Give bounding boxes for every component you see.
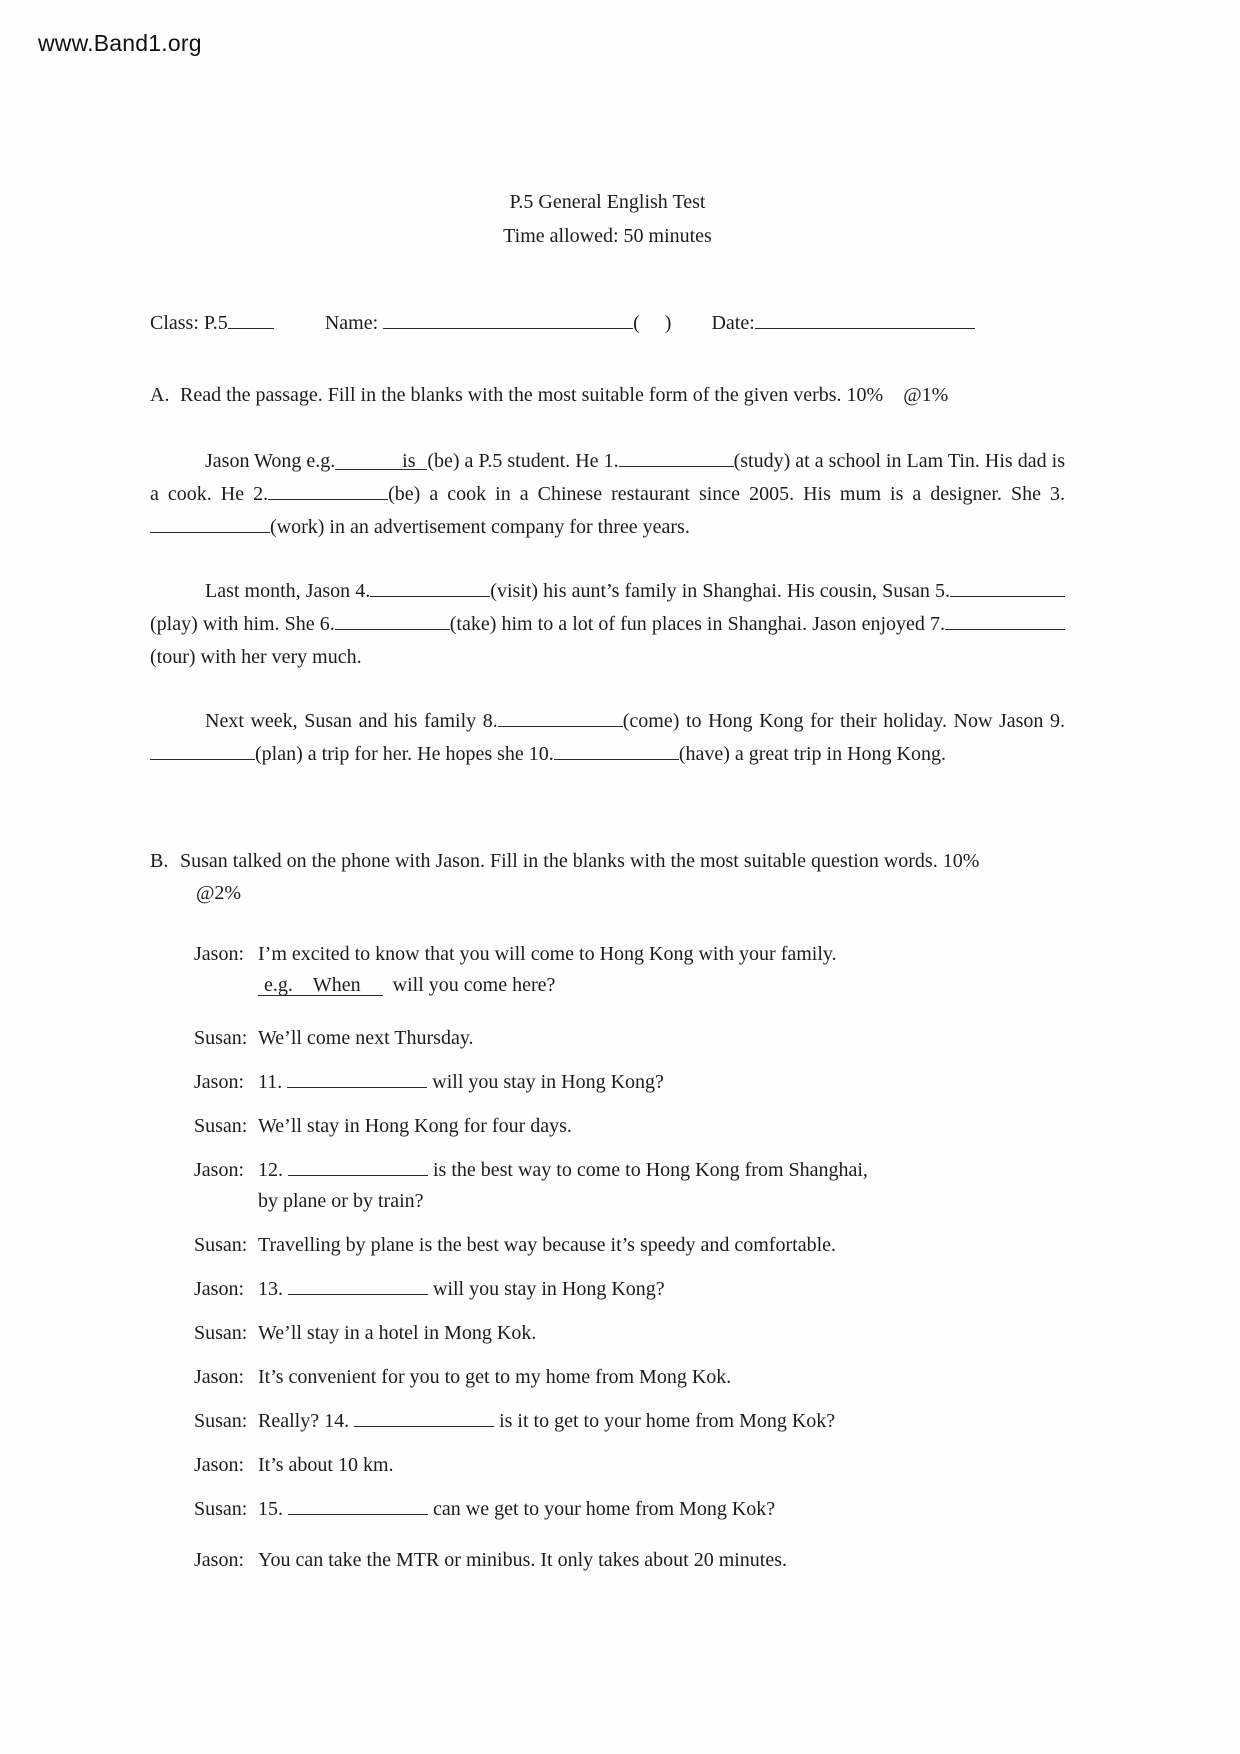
utterance: Really? 14. is it to get to your home from Mong Kok? <box>258 1406 1065 1437</box>
speaker-label: Jason: <box>194 1366 244 1388</box>
answer-blank-13 <box>288 1275 428 1295</box>
utterance: 12. is the best way to come to Hong Kong from Shanghai, by plane or by train? <box>258 1155 1065 1217</box>
answer-blank-7 <box>945 610 1065 630</box>
utterance: 15. can we get to your home from Mong Kok? <box>258 1494 1065 1525</box>
utterance: We’ll come next Thursday. <box>258 1027 474 1049</box>
class-label: Class: P.5 <box>150 312 228 334</box>
watermark: www.Band1.org <box>38 30 202 56</box>
utterance: It’s convenient for you to get to my home from Mong Kok. <box>258 1366 732 1388</box>
date-blank <box>755 309 975 329</box>
example-answer-line: e.g. When will you come here? <box>258 970 1065 1001</box>
dialogue-row <box>194 1450 1065 1481</box>
answer-blank-14 <box>354 1407 494 1427</box>
dialogue-row <box>194 1494 1065 1525</box>
speaker-label: Jason: <box>194 1278 244 1300</box>
speaker-label: Susan: <box>194 1234 248 1256</box>
section-b-marks: @2% <box>196 882 242 904</box>
section-b-instruction: Susan talked on the phone with Jason. Fill in the blanks with the most suitable question words. 10% @2% <box>180 845 1065 909</box>
answer-blank-5 <box>950 577 1065 597</box>
utterance: Travelling by plane is the best way because it’s speedy and comfortable. <box>258 1234 836 1256</box>
section-a-instruction: Read the passage. Fill in the blanks with the most suitable form of the given verbs. 10% @1% <box>180 384 949 406</box>
time-allowed: Time allowed: 50 minutes <box>503 225 712 247</box>
speaker-label: Jason: <box>194 1454 244 1476</box>
passage-paragraph-1: Jason Wong e.g. is (be) a P.5 student. He 1. (study) at a school in Lam Tin. His dad is a cook. He 2. (be) a cook in a Chinese restaurant since 2005. His mum is a designer. She 3.(work) in an advertisement company for three years. <box>150 445 1065 544</box>
class-field <box>150 309 274 335</box>
dialogue-row <box>194 1230 1065 1261</box>
speaker-label: Susan: <box>194 1322 248 1344</box>
dialogue-row <box>194 1362 1065 1393</box>
speaker-label: Susan: <box>194 1027 248 1049</box>
section-b-heading <box>150 845 1065 909</box>
example-blank-is: is <box>335 450 427 470</box>
dialogue-row <box>194 1155 1065 1217</box>
page-content <box>150 185 1065 1589</box>
speaker-label: Susan: <box>194 1410 248 1432</box>
answer-blank-6 <box>335 610 450 630</box>
answer-blank-9 <box>150 740 255 760</box>
answer-blank-11 <box>287 1068 427 1088</box>
speaker-label: Jason: <box>194 943 244 965</box>
utterance: We’ll stay in a hotel in Mong Kok. <box>258 1322 537 1344</box>
class-blank <box>228 309 274 329</box>
answer-blank-10 <box>554 740 679 760</box>
utterance: 13. will you stay in Hong Kong? <box>258 1274 1065 1305</box>
dialogue-row <box>194 1274 1065 1305</box>
name-blank <box>383 309 633 329</box>
passage-paragraph-2: Last month, Jason 4. (visit) his aunt’s family in Shanghai. His cousin, Susan 5.(play) with him. She 6. (take) him to a lot of fun places in Shanghai. Jason enjoyed 7.(tour) with her very much. <box>150 575 1065 674</box>
speaker-label: Jason: <box>194 1549 244 1571</box>
dialogue-row <box>194 1406 1065 1437</box>
utterance: I’m excited to know that you will come to Hong Kong with your family. e.g. When will you come here? <box>258 939 1065 1001</box>
date-label: Date: <box>711 312 755 334</box>
utterance-line2: by plane or by train? <box>258 1190 424 1212</box>
student-info-line <box>150 309 1065 335</box>
dialogue-row <box>194 1067 1065 1098</box>
utterance: It’s about 10 km. <box>258 1454 394 1476</box>
speaker-label: Susan: <box>194 1115 248 1137</box>
utterance: We’ll stay in Hong Kong for four days. <box>258 1115 572 1137</box>
section-a-label: A. <box>150 384 170 406</box>
dialogue-row <box>194 1111 1065 1142</box>
section-a-heading <box>150 379 1065 411</box>
speaker-label: Jason: <box>194 1071 244 1093</box>
answer-blank-4 <box>370 577 490 597</box>
dialogue-row <box>194 1545 1065 1576</box>
name-field <box>325 309 673 335</box>
answer-blank-8 <box>498 707 623 727</box>
speaker-label: Susan: <box>194 1498 248 1520</box>
example-blank-when: e.g. When <box>258 974 383 996</box>
dialogue-row <box>194 1318 1065 1349</box>
dialogue-row <box>194 1023 1065 1054</box>
answer-blank-2 <box>268 480 388 500</box>
class-number-paren: ( ) <box>633 312 673 334</box>
answer-blank-3 <box>150 513 270 533</box>
section-a-marks: @1% <box>903 384 949 406</box>
date-field <box>711 309 974 335</box>
page-title: P.5 General English Test <box>509 191 706 213</box>
dialogue-block <box>194 939 1065 1576</box>
answer-blank-1 <box>619 447 734 467</box>
utterance: 11. will you stay in Hong Kong? <box>258 1067 1065 1098</box>
answer-blank-15 <box>288 1495 428 1515</box>
answer-blank-12 <box>288 1156 428 1176</box>
utterance: You can take the MTR or minibus. It only takes about 20 minutes. <box>258 1549 788 1571</box>
title-block <box>150 185 1065 253</box>
dialogue-row <box>194 939 1065 1001</box>
name-label: Name: <box>324 312 379 334</box>
section-b-label: B. <box>150 850 169 872</box>
passage-paragraph-3: Next week, Susan and his family 8. (come) to Hong Kong for their holiday. Now Jason 9.(plan) a trip for her. He hopes she 10. (have) a great trip in Hong Kong. <box>150 705 1065 771</box>
speaker-label: Jason: <box>194 1159 244 1181</box>
